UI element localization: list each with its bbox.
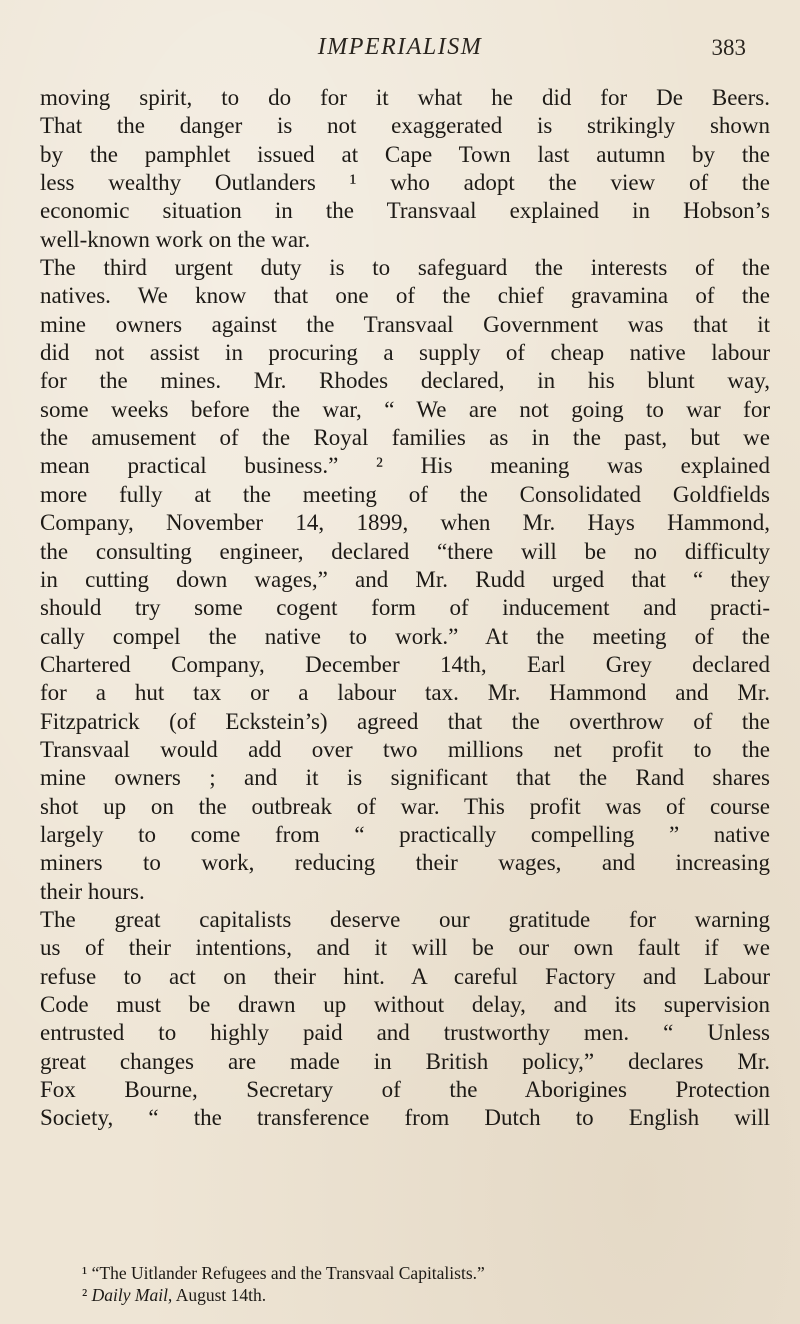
text-line: mine owners ; and it is significant that the Rand shares [40,765,770,791]
text-line: The third urgent duty is to safeguard the interests of the [40,255,770,281]
text-line: refuse to act on their hint. A careful Factory and Labour [40,963,770,989]
text-line: well-known work on the war. [40,226,311,252]
text-line: Society, “ the transference from Dutch to English will [40,1105,770,1131]
text-line: the amusement of the Royal families as in the past, but we [40,425,770,451]
text-line: great changes are made in British policy,” declares Mr. [40,1048,770,1074]
text-line: more fully at the meeting of the Consolidated Goldfields [40,481,770,507]
body-text [40,84,770,1133]
text-line: shot up on the outbreak of war. This profit was of course [40,793,770,819]
running-title: IMPERIALISM [317,34,483,60]
text-line: That the danger is not exaggerated is strikingly shown [40,113,770,139]
text-line: the consulting engineer, declared “there will be no difficulty [40,538,770,564]
text-line: mean practical business.” ² His meaning was explained [40,453,770,479]
text-line: some weeks before the war, “ We are not going to war for [40,396,770,422]
text-line: Chartered Company, December 14th, Earl Grey declared [40,651,770,677]
text-line: in cutting down wages,” and Mr. Rudd urged that “ they [40,566,770,592]
running-head [0,34,800,68]
text-line: their hours. [40,878,145,904]
footnote-2-source: Daily Mail, [91,1285,173,1305]
text-line: natives. We know that one of the chief gravamina of the [40,283,770,309]
text-line: Company, November 14, 1899, when Mr. Hays Hammond, [40,510,770,536]
text-line: for a hut tax or a labour tax. Mr. Hammond and Mr. [40,680,770,706]
text-line: did not assist in procuring a supply of cheap native labour [40,340,770,366]
text-line: Transvaal would add over two millions net profit to the [40,736,770,762]
footnote-2-date: August 14th. [175,1285,267,1305]
footnote-1: ¹ “The Uitlander Refugees and the Transvaal Capitalists.” [82,1263,485,1283]
text-line: us of their intentions, and it will be our own fault if we [40,935,770,961]
text-line: Fitzpatrick (of Eckstein’s) agreed that the overthrow of the [40,708,770,734]
footnote-2 [40,1284,770,1306]
text-line: miners to work, reducing their wages, and increasing [40,850,770,876]
text-line: Code must be drawn up without delay, and its supervision [40,992,770,1017]
text-line: for the mines. Mr. Rhodes declared, in his blunt way, [40,368,770,394]
text-line: should try some cogent form of inducement and practi- [40,595,770,621]
footnote-2-marker: ² [82,1285,88,1305]
text-line: mine owners against the Transvaal Government was that it [40,311,770,337]
footnotes [40,1262,770,1306]
text-line: The great capitalists deserve our gratitude for warning [40,906,770,932]
text-line: less wealthy Outlanders ¹ who adopt the view of the [40,170,770,196]
text-line: cally compel the native to work.” At the meeting of the [40,623,770,649]
text-line: by the pamphlet issued at Cape Town last autumn by the [40,141,770,167]
text-line: entrusted to highly paid and trustworthy men. “ Unless [40,1020,770,1046]
text-line: economic situation in the Transvaal explained in Hobson’s [40,198,770,224]
text-line: largely to come from “ practically compelling ” native [40,821,770,847]
text-line: Fox Bourne, Secretary of the Aborigines Protection [40,1077,770,1103]
page-number: 383 [711,35,746,60]
text-line: moving spirit, to do for it what he did for De Beers. [40,85,770,110]
